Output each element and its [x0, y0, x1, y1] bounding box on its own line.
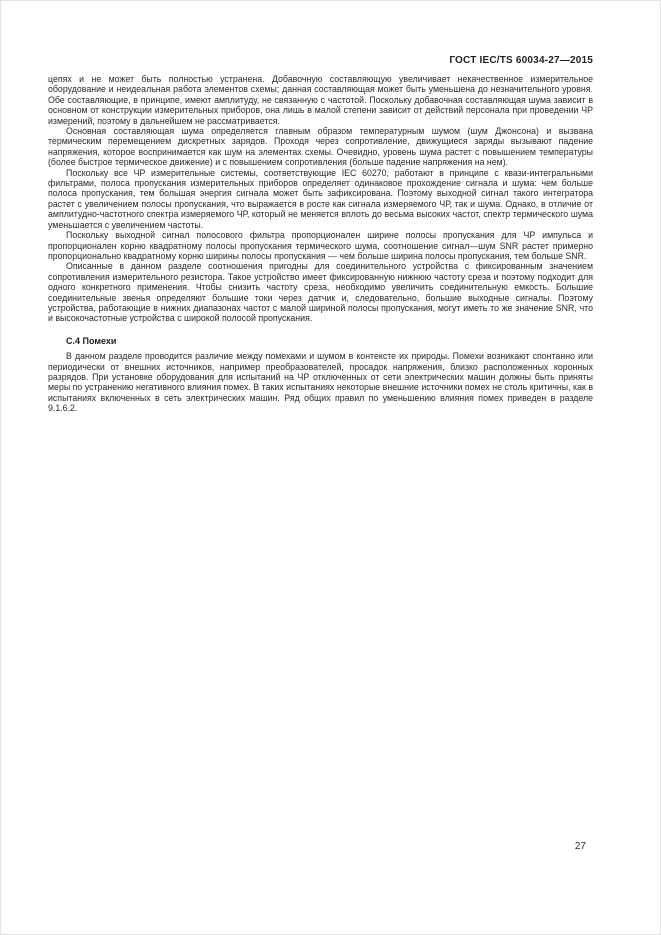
paragraph: Поскольку все ЧР измерительные системы, соответствующие IEC 60270, работают в принципе с квази-интегральными фильтрами, полоса пропускания измерительных приборов определяет одинаковое прохождение сигнала и шума: чем больше полоса пропускания, тем большая энергия сигнала может быть зафиксирована. Поэтому выходной сигнал такого интегратора растет с увеличением полосы пропускания, что выражается в росте как сигнала измеряемого ЧР, так и шума. Однако, в отличие от амплитудно-частотного спектра измеряемого ЧР, который не меняется вплоть до весьма высоких частот, спектр термического шума уменьшается с увеличением частоты.: [48, 167, 593, 230]
paragraph: Поскольку выходной сигнал полосового фильтра пропорционален ширине полосы пропускания для ЧР импульса и пропорционален корню квадратному полосы пропускания термического шума, соотношение сигнал—шум SNR растет примерно пропорционально квадратному корню ширины полосы пропускания — чем больше ширина полосы пропускания, тем больше SNR.: [48, 230, 593, 261]
paragraph: В данном разделе проводится различие между помехами и шумом в контексте их природы. Помехи возникают спонтанно или периодически от внешних источников, например преобразователей, просадок напряжения, близко расположенных коронных разрядов. При установке оборудования для испытаний на ЧР отключенных от сети электрических машин должны быть приняты меры по устранению негативного влияния помех. В таких испытаниях некоторые внешние источники помех не столь критичны, как в испытаниях включенных в сеть электрических машин. Ряд общих правил по уменьшению влияния помех приведен в разделе 9.1.6.2.: [48, 351, 593, 414]
paragraph: Основная составляющая шума определяется главным образом температурным шумом (шум Джонсона) и вызвана термическим перемещением дискретных зарядов. Проходя через сопротивление, движущиеся заряды вызывают падение напряжения, которое воспринимается как шум на элементах схемы. Очевидно, уровень шума растет с повышением температуры (более быстрое термическое движение) и с повышением сопротивления (больше падение напряжения на нем).: [48, 126, 593, 168]
page-body: [48, 74, 593, 414]
page-number: 27: [574, 841, 586, 852]
paragraph-continuation: цепях и не может быть полностью устранена. Добавочную составляющую увеличивает некачественное измерительное оборудование и неидеальная работа элементов схемы; данная составляющая может быть уменьшена до незначительного уровня. Обе составляющие, в принципе, имеют амплитуду, не связанную с частотой. Поскольку добавочная составляющая шума зависит в основном от конструкции измерительных приборов, она лишь в малой степени зависит от действий персонала при проведении ЧР измерений, поэтому в дальнейшем не рассматривается.: [48, 74, 593, 126]
running-header-doc-number: ГОСТ IEC/TS 60034-27—2015: [449, 55, 593, 66]
section-heading-c4: С.4 Помехи: [66, 335, 117, 346]
paragraph: Описанные в данном разделе соотношения пригодны для соединительного устройства с фиксированным значением сопротивления измерительного резистора. Такое устройство имеет фиксированную нижнюю частоту среза и поэтому подходит для одного конкретного применения. Чтобы снизить частоту среза, необходимо увеличить соединительную емкость. Большие соединительные звенья определяют большие токи через датчик и, следовательно, большие выходные сигналы. Поэтому устройства, работающие в нижних диапазонах частот с малой шириной полосы пропускания, могут иметь то же значение SNR, что и высокочастотные устройства с широкой полосой пропускания.: [48, 261, 593, 324]
